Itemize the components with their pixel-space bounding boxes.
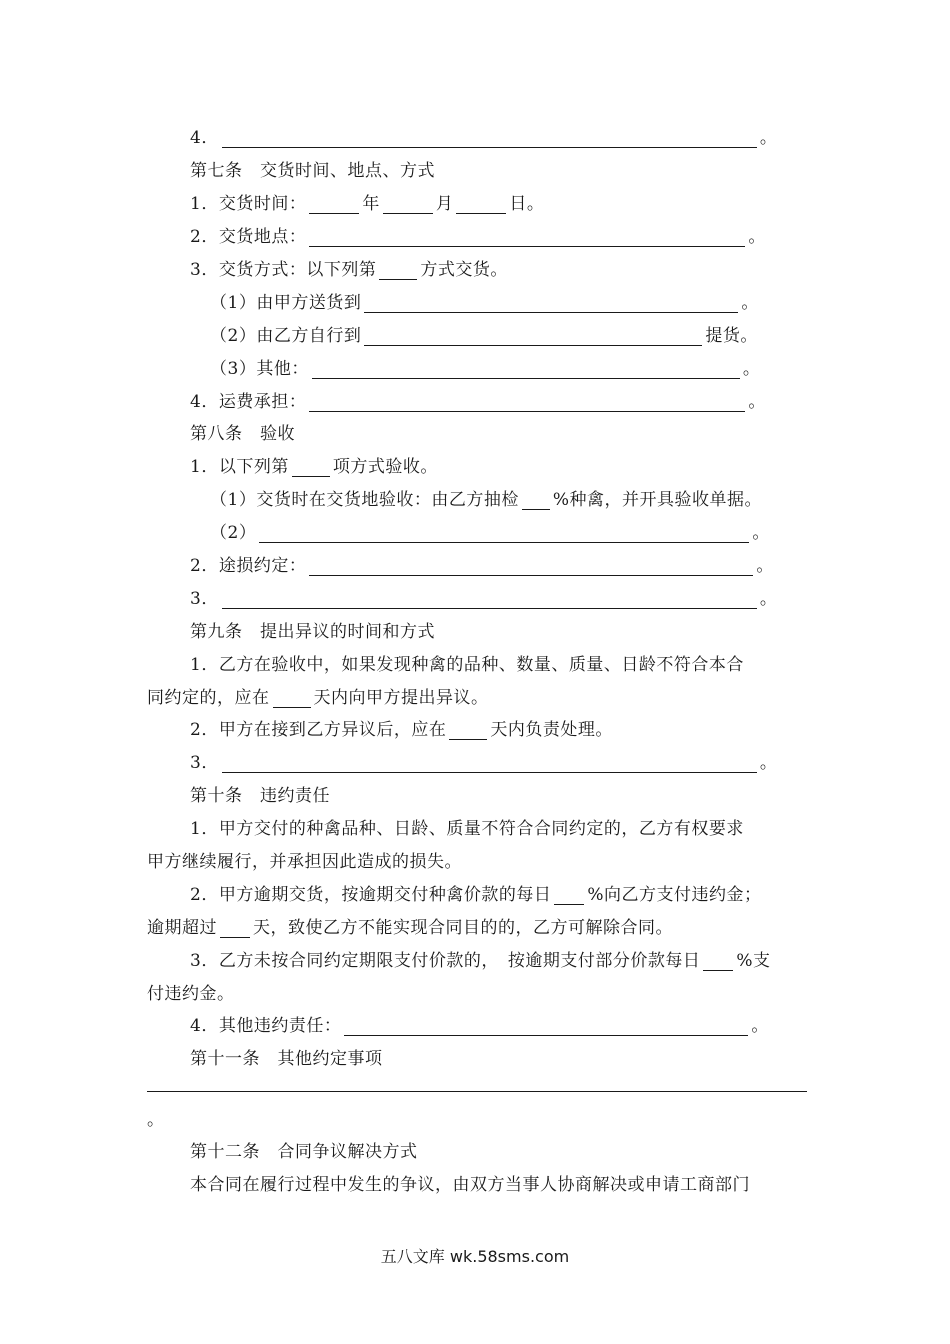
blank-line — [309, 228, 745, 247]
article-11-blank-line — [147, 1091, 807, 1092]
blank-day — [456, 195, 506, 214]
article-11-heading: 第十一条 其他约定事项 — [190, 1049, 383, 1069]
other-liability: 4．其他违约责任： 。 — [190, 1016, 769, 1036]
delivery-time: 1．交货时间： 年 月 日。 — [190, 194, 545, 214]
transit-loss: 2．途损约定： 。 — [190, 556, 774, 576]
footer-watermark: 五八文库 wk.58sms.com — [380, 1247, 570, 1266]
liability-1-line-1: 1．甲方交付的种禽品种、日龄、质量不符合合同约定的，乙方有权要求 — [190, 819, 744, 839]
blank-line — [222, 590, 757, 609]
blank-line — [344, 1017, 748, 1036]
blank-short — [273, 689, 311, 708]
freight-cost: 4．运费承担： 。 — [190, 392, 766, 412]
acceptance-method: 1．以下列第 项方式验收。 — [190, 457, 438, 477]
blank-short — [292, 458, 330, 477]
article-11-end: 。 — [147, 1110, 165, 1130]
blank-year — [309, 195, 359, 214]
article-8-heading: 第八条 验收 — [190, 424, 295, 444]
liability-2-line-2: 逾期超过 天，致使乙方不能实现合同目的的，乙方可解除合同。 — [147, 918, 673, 938]
delivery-option-1: （1）由甲方送货到 。 — [210, 293, 759, 313]
delivery-option-3: （3）其他： 。 — [210, 359, 761, 379]
objection-line-2: 同约定的，应在 天内向甲方提出异议。 — [147, 688, 489, 708]
blank-line — [364, 294, 738, 313]
article-9-item-3: 3． 。 — [190, 753, 778, 773]
blank-line — [309, 393, 745, 412]
blank-line — [259, 524, 749, 543]
liability-3-line-1: 3．乙方未按合同约定期限支付价款的， 按逾期支付部分价款每日 %支 — [190, 951, 771, 971]
blank-short — [522, 491, 550, 510]
liability-3-line-2: 付违约金。 — [147, 984, 235, 1004]
article-7-heading: 第七条 交货时间、地点、方式 — [190, 161, 435, 181]
blank-short — [554, 886, 584, 905]
article-10-heading: 第十条 违约责任 — [190, 786, 330, 806]
article-9-heading: 第九条 提出异议的时间和方式 — [190, 622, 435, 642]
blank-month — [383, 195, 433, 214]
blank-line — [222, 754, 757, 773]
blank-line — [312, 360, 740, 379]
objection-line-1: 1．乙方在验收中，如果发现种禽的品种、数量、质量、日龄不符合本合 — [190, 655, 744, 675]
blank-short — [703, 952, 733, 971]
blank-line — [222, 129, 757, 148]
blank-short — [449, 721, 487, 740]
dispute-resolution-line-1: 本合同在履行过程中发生的争议，由双方当事人协商解决或申请工商部门 — [190, 1175, 750, 1195]
liability-1-line-2: 甲方继续履行，并承担因此造成的损失。 — [147, 852, 462, 872]
item-6-4: 4． 。 — [190, 128, 778, 148]
article-8-item-3: 3． 。 — [190, 589, 778, 609]
delivery-method: 3．交货方式：以下列第 方式交货。 — [190, 260, 508, 280]
blank-short — [379, 261, 417, 280]
blank-line — [364, 327, 702, 346]
delivery-option-2: （2）由乙方自行到 提货。 — [210, 326, 758, 346]
blank-short — [220, 919, 250, 938]
article-12-heading: 第十二条 合同争议解决方式 — [190, 1142, 418, 1162]
objection-handling: 2．甲方在接到乙方异议后，应在 天内负责处理。 — [190, 720, 613, 740]
acceptance-option-2: （2） 。 — [210, 523, 770, 543]
blank-line — [309, 557, 753, 576]
delivery-place: 2．交货地点： 。 — [190, 227, 766, 247]
liability-2-line-1: 2．甲方逾期交货，按逾期交付种禽价款的每日 %向乙方支付违约金； — [190, 885, 762, 905]
acceptance-option-1: （1）交货时在交货地验收：由乙方抽检 %种禽，并开具验收单据。 — [210, 490, 762, 510]
